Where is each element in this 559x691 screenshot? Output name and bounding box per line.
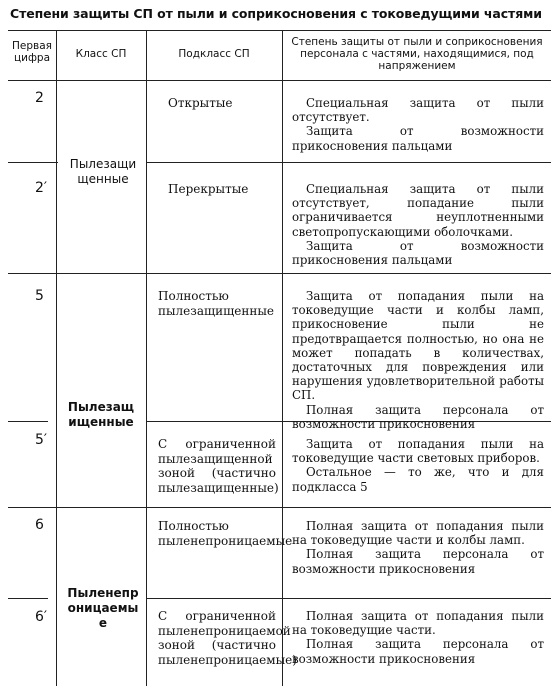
desc-row-2-prime-line-1: Специальная защита от пыли отсутствует, попадание пыли ограничивается неуплотненными светопропускающими оболочками. (292, 182, 544, 239)
digit-5: 5 (35, 288, 44, 304)
col-rule-1 (56, 30, 57, 686)
col-rule-2 (146, 30, 147, 686)
row-sep-6-right (146, 598, 551, 599)
digit-5-prime: 5′ (35, 432, 48, 448)
subclass-fully-dustprotected: Полностью пылезащищенные (158, 289, 275, 318)
table-top-rule (8, 30, 551, 31)
page-title: Степени защиты СП от пыли и соприкосновения с токоведущими частями (10, 6, 542, 21)
desc-row-2-prime-line-2: Защита от возможности прикосновения пальцами (292, 238, 544, 268)
header-class: Класс СП (75, 48, 127, 60)
class-dustprotected-1: Пылезащищенные (69, 157, 137, 186)
desc-row-6-prime (292, 609, 544, 666)
desc-row-2-prime (292, 182, 544, 267)
row-sep-2 (8, 162, 58, 163)
desc-row-2-line-1: Специальная защита от пыли отсутствует. (292, 96, 544, 125)
header-subclass: Подкласс СП (178, 48, 250, 60)
desc-row-2 (292, 96, 544, 153)
digit-6-prime: 6′ (35, 609, 48, 625)
desc-row-5-prime (292, 437, 544, 494)
header-protection: Степень защиты от пыли и соприкосновения персонала с частями, находящимися, под напряжением (291, 36, 543, 72)
header-digit: Первая цифра (12, 40, 52, 64)
digit-6: 6 (35, 517, 44, 533)
desc-row-6-prime-line-1: Полная защита от попадания пыли на токоведущие части. (292, 609, 544, 638)
col-rule-3 (282, 30, 283, 686)
class-dustprotected-2: Пылезащищенные (67, 400, 135, 429)
desc-row-5-prime-line-1: Защита от попадания пыли на токоведущие части световых приборов. (292, 437, 544, 466)
class-dusttight: Пыленепроницаемые (67, 586, 139, 630)
subclass-covered: Перекрытые (168, 182, 249, 196)
row-sep-6 (8, 598, 48, 599)
desc-row-2-line-2: Защита от возможности прикосновения пальцами (292, 124, 544, 153)
desc-row-5-line-1: Защита от попадания пыли на токоведущие части и колбы ламп, прикосновение пыли не предотвращается полностью, но она не может попадать в количествах, достаточных для повреждения или нарушения удовлетворительной работы СП. (292, 289, 544, 403)
desc-row-5 (292, 289, 544, 431)
digit-2: 2 (35, 90, 44, 106)
protection-table (8, 30, 551, 686)
header-bottom-rule (8, 80, 551, 81)
row-sep-2-right (146, 162, 551, 163)
desc-row-6 (292, 519, 544, 576)
desc-row-6-line-2: Полная защита персонала от возможности прикосновения (292, 547, 544, 576)
subclass-fully-dusttight: Полностью пыленепроницаемые (158, 519, 293, 548)
desc-row-5-prime-line-2: Остальное — то же, что и для подкласса 5 (292, 465, 544, 494)
row-sep-5 (8, 421, 48, 422)
digit-2-prime: 2′ (35, 180, 48, 196)
desc-row-6-prime-line-2: Полная защита персонала от возможности прикосновения (292, 637, 544, 666)
desc-row-5-line-2: Полная защита персонала от возможности прикосновения (292, 402, 544, 431)
desc-row-6-line-1: Полная защита от попадания пыли на токоведущие части и колбы ламп. (292, 519, 544, 548)
subclass-limited-dusttight: С ограниченной пыленепроницаемой зоной (частично пыленепроницаемые) (158, 609, 297, 667)
subclass-limited-dustprotected: С ограниченной пылезащищенной зоной (частично пылезащищенные) (158, 437, 279, 495)
subclass-open: Открытые (168, 96, 233, 110)
group2-bottom-rule (8, 507, 551, 508)
group1-bottom-rule (8, 273, 551, 274)
